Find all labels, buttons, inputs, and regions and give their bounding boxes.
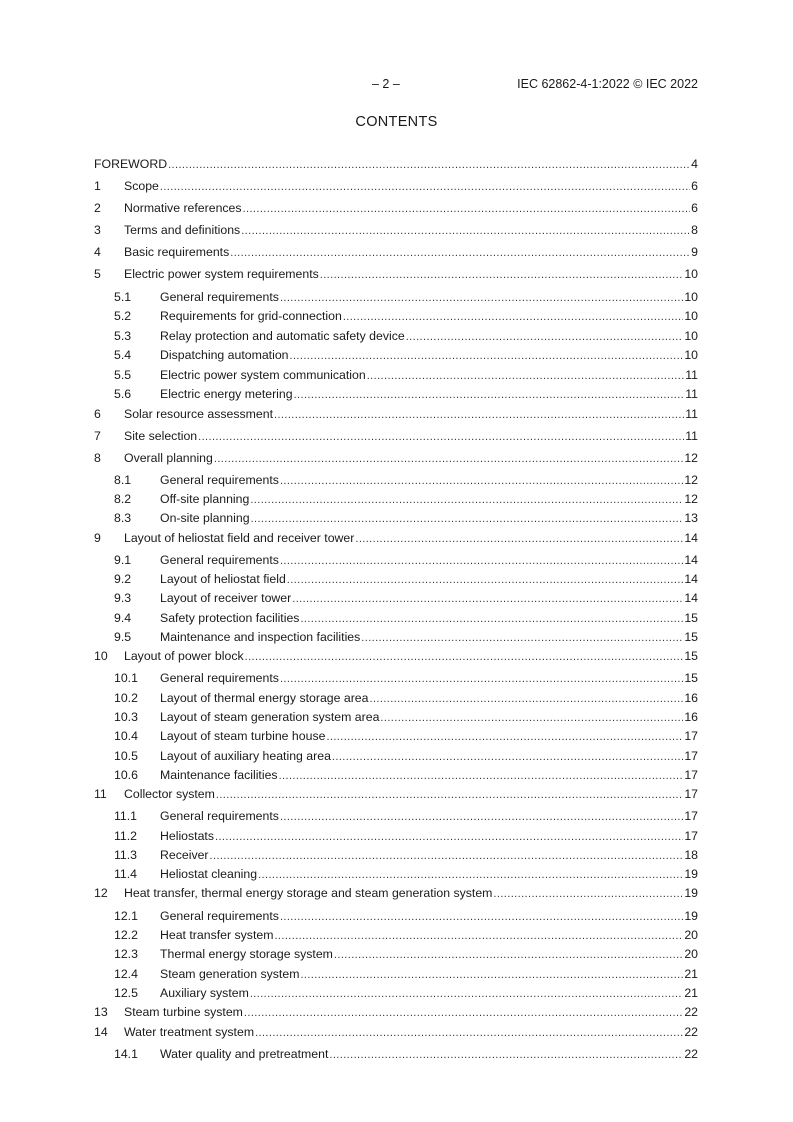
toc-entry[interactable] [94,691,698,707]
toc-dot-leader [370,692,684,707]
toc-dot-leader [250,493,683,508]
toc-dot-leader [361,631,683,646]
toc-entry[interactable] [94,967,698,983]
toc-entry-title: Steam turbine system [124,1005,243,1019]
toc-entry-page: 16 [684,691,698,705]
toc-entry-number: 10.4 [114,729,138,743]
toc-entry-number: 9.5 [114,630,132,644]
toc-entry-page: 19 [684,909,698,923]
toc-entry-title: General requirements [160,290,279,304]
toc-entry-title: Electric power system communication [160,368,366,382]
toc-entry-number: 9.1 [114,553,132,567]
toc-dot-leader [280,291,683,306]
toc-entry-title: Solar resource assessment [124,407,273,421]
toc-dot-leader [251,512,684,527]
toc-entry-number: 10.2 [114,691,138,705]
toc-entry[interactable] [94,245,698,261]
toc-dot-leader [214,452,683,467]
toc-entry-number: 1 [94,179,101,193]
toc-entry-title: Safety protection facilities [160,611,300,625]
toc-entry-number: 5.2 [114,309,132,323]
toc-entry-title: General requirements [160,809,279,823]
toc-entry-number: 8.1 [114,473,132,487]
toc-dot-leader [280,554,683,569]
toc-entry[interactable] [94,473,698,489]
toc-dot-leader [280,672,683,687]
toc-entry-title: Requirements for grid-connection [160,309,342,323]
toc-entry-number: 9.3 [114,591,132,605]
toc-entry-number: 11.4 [114,867,138,881]
toc-dot-leader [160,180,690,195]
toc-entry[interactable] [94,572,698,588]
toc-dot-leader [300,612,683,627]
toc-entry-page: 17 [684,829,698,843]
toc-entry[interactable] [94,886,698,902]
toc-entry-page: 11 [685,407,698,421]
toc-dot-leader [326,730,683,745]
toc-dot-leader [198,430,684,445]
toc-entry-title: Layout of power block [124,649,244,663]
toc-entry[interactable] [94,429,698,445]
toc-dot-leader [300,968,683,983]
toc-dot-leader [241,224,690,239]
toc-entry-page: 15 [684,671,698,685]
toc-entry-number: 14 [94,1025,108,1039]
toc-entry-number: 11.2 [114,829,138,843]
toc-entry[interactable] [94,492,698,508]
toc-entry-page: 14 [684,572,698,586]
toc-entry-page: 11 [685,429,698,443]
toc-entry[interactable] [94,201,698,217]
toc-entry-number: 11 [94,787,107,801]
toc-entry-page: 17 [684,787,698,801]
toc-dot-leader [355,532,683,547]
toc-dot-leader [230,246,690,261]
toc-entry-page: 19 [684,886,698,900]
toc-entry-title: Heat transfer system [160,928,274,942]
toc-entry[interactable] [94,1005,698,1021]
toc-entry-title: Normative references [124,201,242,215]
toc-entry-number: 5.5 [114,368,132,382]
toc-dot-leader [255,1026,683,1041]
toc-entry[interactable] [94,649,698,665]
toc-entry-page: 10 [684,309,698,323]
toc-entry-page: 22 [684,1005,698,1019]
toc-entry-page: 15 [684,611,698,625]
toc-entry[interactable] [94,368,698,384]
toc-entry-number: 2 [94,201,101,215]
toc-entry-number: 10.6 [114,768,138,782]
page-title: CONTENTS [355,114,438,130]
toc-entry-title: Overall planning [124,451,213,465]
toc-entry-number: 12.1 [114,909,138,923]
toc-entry-number: 5.3 [114,329,132,343]
toc-entry-page: 22 [684,1047,698,1061]
toc-entry-title: Maintenance and inspection facilities [160,630,361,644]
toc-entry-number: 4 [94,245,101,259]
toc-entry-page: 14 [684,531,698,545]
toc-entry[interactable] [94,729,698,745]
toc-entry-page: 4 [691,157,698,171]
toc-entry[interactable] [94,348,698,364]
toc-entry[interactable] [94,451,698,467]
toc-entry[interactable] [94,531,698,547]
toc-entry[interactable] [94,407,698,423]
toc-entry-page: 10 [684,348,698,362]
toc-entry-page: 21 [684,967,698,981]
toc-entry-page: 12 [684,473,698,487]
toc-entry-number: 11.3 [114,848,138,862]
toc-entry-number: 8.3 [114,511,132,525]
toc-dot-leader [320,268,684,283]
toc-entry-page: 17 [684,768,698,782]
toc-dot-leader [215,830,683,845]
toc-entry[interactable] [94,309,698,325]
toc-entry-title: Maintenance facilities [160,768,278,782]
toc-entry-title: Heliostats [160,829,214,843]
toc-entry-title: Site selection [124,429,198,443]
toc-entry-title: Layout of thermal energy storage area [160,691,369,705]
toc-entry[interactable] [94,809,698,825]
toc-entry[interactable] [94,1047,698,1063]
toc-dot-leader [406,330,684,345]
toc-entry-number: 14.1 [114,1047,138,1061]
toc-entry[interactable] [94,329,698,345]
toc-entry-number: 10 [94,649,108,663]
toc-entry-title: General requirements [160,473,279,487]
toc-entry-page: 17 [684,809,698,823]
toc-entry-number: 5.1 [114,290,132,304]
toc-dot-leader [280,910,683,925]
toc-entry-title: General requirements [160,671,279,685]
toc-entry-page: 18 [684,848,698,862]
toc-entry-number: 9.2 [114,572,132,586]
toc-entry[interactable] [94,591,698,607]
toc-entry-number: 9.4 [114,611,132,625]
toc-dot-leader [294,388,685,403]
toc-entry-page: 22 [684,1025,698,1039]
toc-dot-leader [243,202,691,217]
toc-entry-title: Heliostat cleaning [160,867,258,881]
toc-entry-number: 10.5 [114,749,138,763]
toc-entry[interactable] [94,787,698,803]
toc-entry-page: 16 [684,710,698,724]
toc-dot-leader [168,158,690,173]
toc-entry[interactable] [94,829,698,845]
toc-entry-number: 9 [94,531,101,545]
toc-entry[interactable] [94,986,698,1002]
toc-entry-number: 8 [94,451,101,465]
toc-entry-number: 12 [94,886,108,900]
toc-entry-page: 12 [684,451,698,465]
toc-dot-leader [280,474,683,489]
toc-entry-page: 20 [684,947,698,961]
toc-dot-leader [290,349,684,364]
toc-entry-title: General requirements [160,909,279,923]
toc-entry[interactable] [94,511,698,527]
toc-dot-leader [216,788,683,803]
toc-entry-page: 17 [684,749,698,763]
toc-entry-title: Collector system [124,787,215,801]
toc-entry-title: Layout of auxiliary heating area [160,749,331,763]
toc-entry-page: 15 [684,630,698,644]
toc-entry-title: Electric power system requirements [124,267,319,281]
toc-dot-leader [380,711,683,726]
toc-entry[interactable] [94,928,698,944]
toc-entry-title: Thermal energy storage system [160,947,333,961]
toc-dot-leader [244,1006,683,1021]
toc-entry-number: 12.4 [114,967,138,981]
toc-dot-leader [258,868,683,883]
toc-dot-leader [274,408,684,423]
toc-dot-leader [334,948,683,963]
toc-entry-number: 10.3 [114,710,138,724]
toc-entry-page: 20 [684,928,698,942]
toc-entry-page: 14 [684,553,698,567]
toc-entry-page: 9 [691,245,698,259]
toc-entry-number: 3 [94,223,101,237]
toc-entry-number: 11.1 [114,809,138,823]
toc-dot-leader [280,810,683,825]
toc-dot-leader [367,369,685,384]
toc-entry-page: 10 [684,267,698,281]
toc-entry[interactable] [94,223,698,239]
toc-entry[interactable] [94,867,698,883]
toc-entry[interactable] [94,768,698,784]
toc-entry[interactable] [94,553,698,569]
toc-entry-title: Steam generation system [160,967,300,981]
toc-entry[interactable] [94,749,698,765]
toc-entry-number: 5.4 [114,348,132,362]
toc-dot-leader [250,987,683,1002]
toc-entry-number: 12.5 [114,986,138,1000]
toc-entry-number: 7 [94,429,101,443]
toc-entry-page: 12 [684,492,698,506]
toc-entry-number: 8.2 [114,492,132,506]
toc-dot-leader [329,1048,683,1063]
toc-entry-title: Receiver [160,848,209,862]
toc-entry-title: Water quality and pretreatment [160,1047,329,1061]
toc-entry-title: Terms and definitions [124,223,241,237]
standard-identifier: IEC 62862-4-1:2022 © IEC 2022 [517,77,698,91]
toc-entry-title: FOREWORD [94,157,168,171]
toc-entry-title: Relay protection and automatic safety device [160,329,405,343]
toc-dot-leader [287,573,684,588]
toc-entry-title: Layout of receiver tower [160,591,292,605]
toc-entry[interactable] [94,157,698,173]
toc-entry-number: 12.3 [114,947,138,961]
toc-entry-title: Water treatment system [124,1025,255,1039]
toc-entry-page: 11 [685,387,698,401]
toc-entry-page: 21 [684,986,698,1000]
toc-entry-page: 11 [685,368,698,382]
toc-entry-title: Dispatching automation [160,348,289,362]
toc-entry-page: 19 [684,867,698,881]
toc-dot-leader [343,310,684,325]
toc-entry-number: 6 [94,407,101,421]
toc-entry[interactable] [94,710,698,726]
toc-entry[interactable] [94,611,698,627]
toc-entry[interactable] [94,267,698,283]
toc-entry-title: Layout of heliostat field and receiver tower [124,531,355,545]
toc-entry[interactable] [94,630,698,646]
toc-entry-title: Electric energy metering [160,387,293,401]
toc-entry[interactable] [94,1025,698,1041]
toc-entry[interactable] [94,290,698,306]
toc-entry-page: 8 [691,223,698,237]
toc-entry-title: On-site planning [160,511,250,525]
toc-entry-title: Auxiliary system [160,986,249,1000]
page-number: – 2 – [372,77,400,91]
toc-entry-title: Layout of steam turbine house [160,729,326,743]
toc-dot-leader [493,887,683,902]
toc-entry-title: Heat transfer, thermal energy storage and steam generation system [124,886,493,900]
toc-entry-number: 5 [94,267,101,281]
toc-entry[interactable] [94,671,698,687]
toc-entry-page: 6 [691,201,698,215]
toc-entry-page: 15 [684,649,698,663]
toc-dot-leader [292,592,683,607]
toc-entry-title: General requirements [160,553,279,567]
toc-entry-page: 13 [684,511,698,525]
toc-entry-title: Off-site planning [160,492,250,506]
toc-entry-title: Scope [124,179,159,193]
toc-entry-page: 6 [691,179,698,193]
toc-entry-page: 17 [684,729,698,743]
toc-entry-number: 12.2 [114,928,138,942]
toc-entry-number: 5.6 [114,387,132,401]
toc-entry-title: Basic requirements [124,245,230,259]
toc-entry[interactable] [94,848,698,864]
page-header [0,77,793,93]
toc-entry-number: 13 [94,1005,108,1019]
toc-entry[interactable] [94,947,698,963]
toc-entry-title: Layout of steam generation system area [160,710,380,724]
toc-dot-leader [245,650,684,665]
toc-entry-page: 10 [684,329,698,343]
toc-entry-number: 10.1 [114,671,138,685]
toc-dot-leader [274,929,683,944]
toc-dot-leader [332,750,683,765]
toc-entry-title: Layout of heliostat field [160,572,286,586]
toc-dot-leader [210,849,684,864]
toc-entry[interactable] [94,909,698,925]
toc-dot-leader [279,769,684,784]
toc-entry[interactable] [94,179,698,195]
toc-entry-page: 10 [684,290,698,304]
toc-entry-page: 14 [684,591,698,605]
toc-entry[interactable] [94,387,698,403]
